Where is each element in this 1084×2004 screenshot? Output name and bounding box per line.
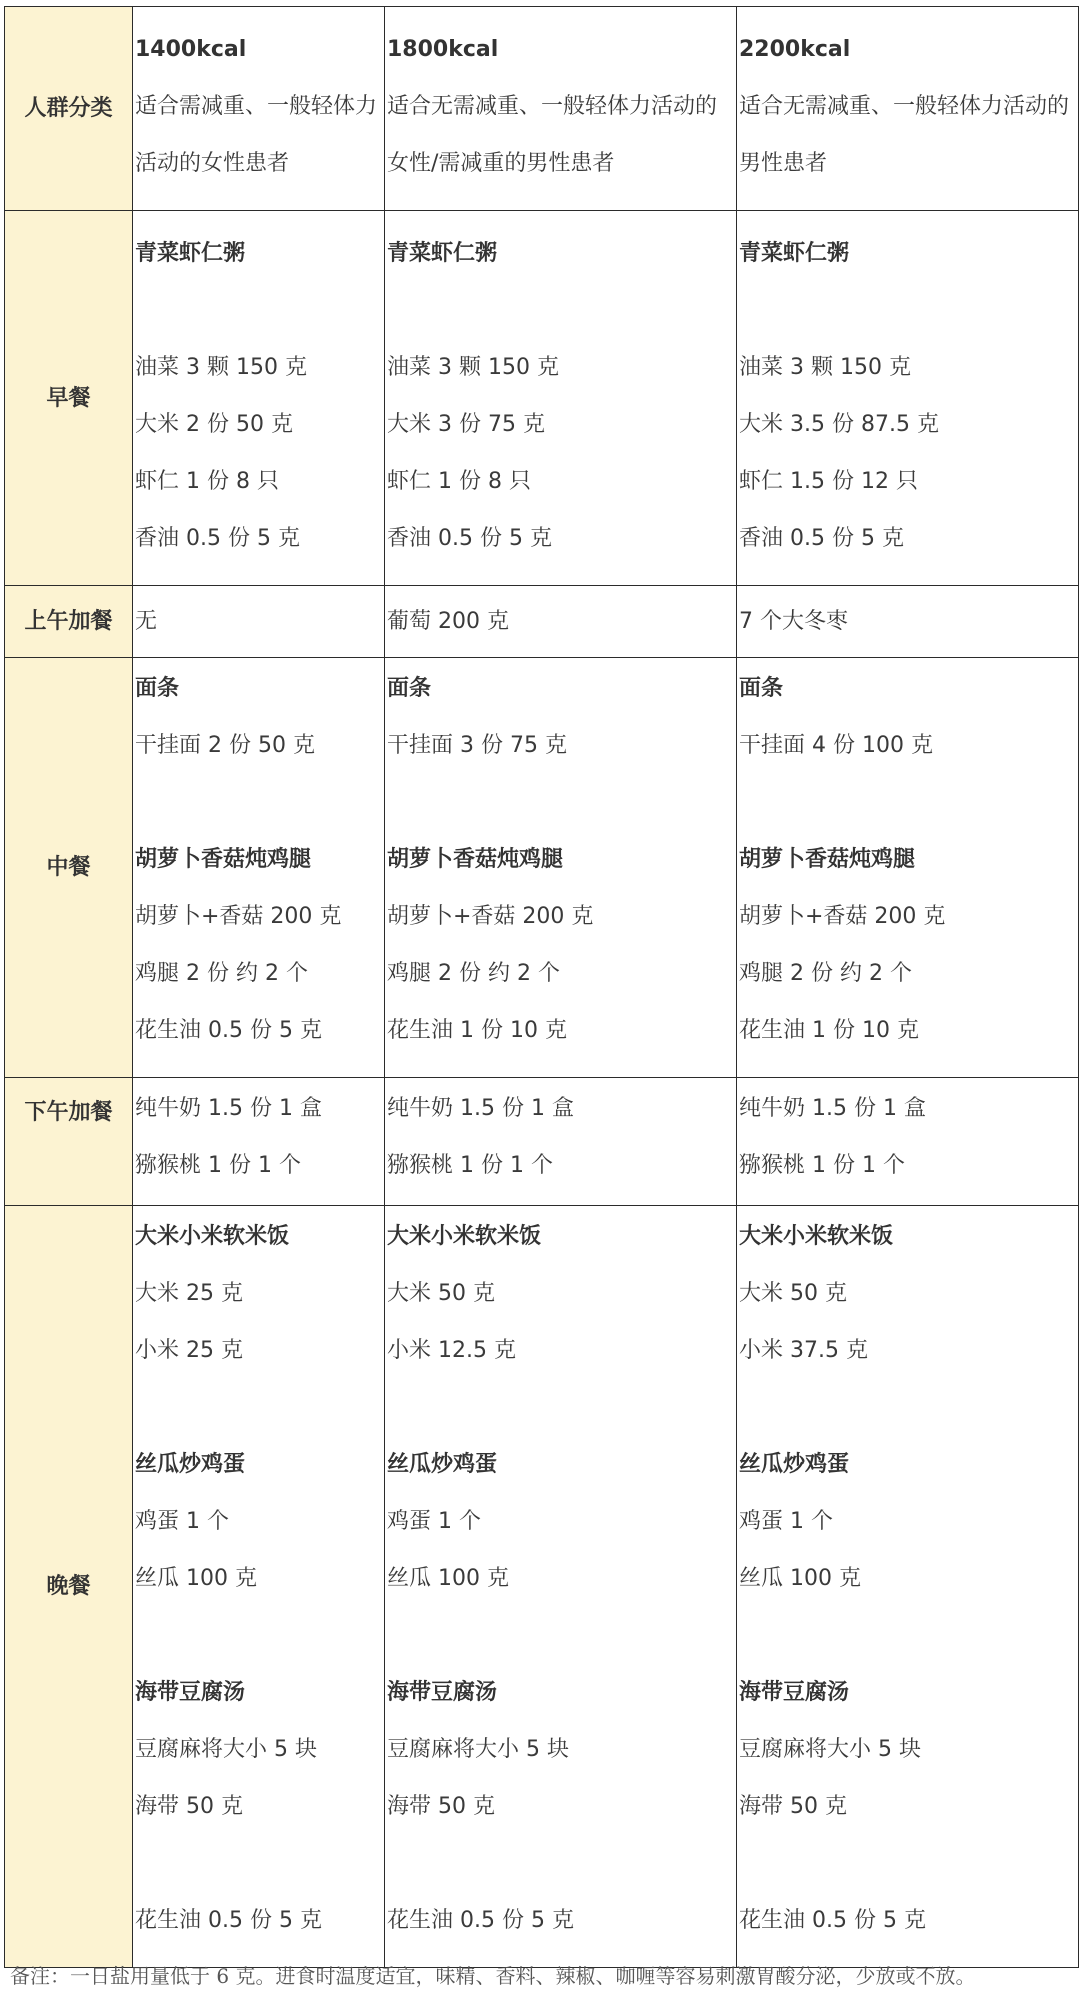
dish-name: 胡萝卜香菇炖鸡腿 [387, 847, 564, 872]
ingredient: 大米 25 克 [135, 1281, 243, 1306]
dish-name: 丝瓜炒鸡蛋 [387, 1452, 498, 1477]
dish-name: 面条 [387, 676, 432, 701]
ingredient: 大米 2 份 50 克 [135, 412, 293, 437]
ingredient: 豆腐麻将大小 5 块 [135, 1737, 317, 1762]
ingredient: 鸡蛋 1 个 [387, 1509, 481, 1534]
dish-name: 胡萝卜香菇炖鸡腿 [135, 847, 312, 872]
header-cell-2200 [737, 7, 1079, 211]
dish-name: 海带豆腐汤 [739, 1680, 850, 1705]
dish-name: 大米小米软米饭 [387, 1224, 542, 1249]
ingredient: 虾仁 1.5 份 12 只 [739, 469, 918, 494]
row-label-breakfast: 早餐 [5, 211, 133, 586]
ingredient: 油菜 3 颗 150 克 [387, 355, 559, 380]
ingredient: 鸡腿 2 份 约 2 个 [739, 961, 912, 986]
kcal-title: 1400kcal [135, 37, 247, 62]
snack-item: 纯牛奶 1.5 份 1 盒 [135, 1096, 322, 1121]
snack-cell [385, 1078, 737, 1206]
spacer [739, 1835, 1078, 1892]
ingredient: 花生油 0.5 份 5 克 [739, 1908, 926, 1933]
spacer [387, 1379, 736, 1436]
spacer [387, 774, 736, 831]
snack-cell [133, 1078, 385, 1206]
ingredient: 豆腐麻将大小 5 块 [739, 1737, 921, 1762]
dinner-row [5, 1206, 1079, 1968]
ingredient: 虾仁 1 份 8 只 [135, 469, 279, 494]
snack-item: 猕猴桃 1 份 1 个 [135, 1153, 301, 1178]
ingredient: 胡萝卜+香菇 200 克 [387, 904, 594, 929]
ingredient: 小米 12.5 克 [387, 1338, 516, 1363]
lunch-row [5, 658, 1079, 1078]
spacer [387, 282, 736, 339]
snack-cell [737, 1078, 1079, 1206]
kcal-title: 1800kcal [387, 37, 499, 62]
kcal-title: 2200kcal [739, 37, 851, 62]
ingredient: 小米 37.5 克 [739, 1338, 868, 1363]
ingredient: 油菜 3 颗 150 克 [739, 355, 911, 380]
ingredient: 海带 50 克 [135, 1794, 243, 1819]
dinner-cell [737, 1206, 1079, 1968]
ingredient: 干挂面 4 份 100 克 [739, 733, 933, 758]
dish-name: 大米小米软米饭 [135, 1224, 290, 1249]
snack-cell [737, 586, 1079, 658]
lunch-cell [737, 658, 1079, 1078]
snack-item: 无 [135, 609, 158, 634]
spacer [387, 1835, 736, 1892]
ingredient: 小米 25 克 [135, 1338, 243, 1363]
ingredient: 胡萝卜+香菇 200 克 [739, 904, 946, 929]
dish-name: 青菜虾仁粥 [135, 241, 246, 266]
lunch-cell [133, 658, 385, 1078]
dish-name: 面条 [135, 676, 180, 701]
spacer [135, 1835, 384, 1892]
breakfast-cell [385, 211, 737, 586]
breakfast-row [5, 211, 1079, 586]
spacer [739, 1379, 1078, 1436]
ingredient: 花生油 1 份 10 克 [739, 1018, 919, 1043]
row-label-afternoon-snack: 下午加餐 [5, 1078, 133, 1206]
population-desc: 适合无需减重、一般轻体力活动的女性/需减重的男性患者 [387, 94, 718, 176]
footnote: 备注：一日盐用量低于 6 克。进食时温度适宜，味精、香料、辣椒、咖喱等容易刺激胃酸分泌，少放或不放。 [10, 1964, 976, 1988]
spacer [135, 1607, 384, 1664]
lunch-cell [385, 658, 737, 1078]
dish-name: 海带豆腐汤 [135, 1680, 246, 1705]
dish-name: 海带豆腐汤 [387, 1680, 498, 1705]
header-row [5, 7, 1079, 211]
ingredient: 丝瓜 100 克 [135, 1566, 257, 1591]
ingredient: 花生油 0.5 份 5 克 [135, 1018, 322, 1043]
row-label-population: 人群分类 [5, 7, 133, 211]
dish-name: 丝瓜炒鸡蛋 [739, 1452, 850, 1477]
meal-plan-container [4, 6, 1078, 1968]
dinner-cell [133, 1206, 385, 1968]
spacer [135, 282, 384, 339]
ingredient: 大米 50 克 [739, 1281, 847, 1306]
ingredient: 花生油 0.5 份 5 克 [135, 1908, 322, 1933]
ingredient: 花生油 1 份 10 克 [387, 1018, 567, 1043]
ingredient: 干挂面 2 份 50 克 [135, 733, 315, 758]
header-cell-1800 [385, 7, 737, 211]
snack-item: 葡萄 200 克 [387, 609, 509, 634]
spacer [739, 774, 1078, 831]
snack-item: 7 个大冬枣 [739, 609, 848, 634]
ingredient: 油菜 3 颗 150 克 [135, 355, 307, 380]
snack-item: 猕猴桃 1 份 1 个 [387, 1153, 553, 1178]
ingredient: 虾仁 1 份 8 只 [387, 469, 531, 494]
ingredient: 香油 0.5 份 5 克 [387, 526, 552, 551]
ingredient: 花生油 0.5 份 5 克 [387, 1908, 574, 1933]
ingredient: 大米 3.5 份 87.5 克 [739, 412, 939, 437]
snack-cell [133, 586, 385, 658]
row-label-morning-snack: 上午加餐 [5, 586, 133, 658]
dish-name: 丝瓜炒鸡蛋 [135, 1452, 246, 1477]
dish-name: 青菜虾仁粥 [387, 241, 498, 266]
ingredient: 香油 0.5 份 5 克 [739, 526, 904, 551]
snack-item: 猕猴桃 1 份 1 个 [739, 1153, 905, 1178]
ingredient: 海带 50 克 [387, 1794, 495, 1819]
snack-cell [385, 586, 737, 658]
ingredient: 丝瓜 100 克 [739, 1566, 861, 1591]
population-desc: 适合无需减重、一般轻体力活动的男性患者 [739, 94, 1070, 176]
spacer [135, 774, 384, 831]
row-label-dinner: 晚餐 [5, 1206, 133, 1968]
snack-item: 纯牛奶 1.5 份 1 盒 [387, 1096, 574, 1121]
ingredient: 鸡腿 2 份 约 2 个 [135, 961, 308, 986]
spacer [135, 1379, 384, 1436]
spacer [739, 1607, 1078, 1664]
snack-item: 纯牛奶 1.5 份 1 盒 [739, 1096, 926, 1121]
ingredient: 豆腐麻将大小 5 块 [387, 1737, 569, 1762]
spacer [739, 282, 1078, 339]
ingredient: 大米 3 份 75 克 [387, 412, 545, 437]
dish-name: 大米小米软米饭 [739, 1224, 894, 1249]
ingredient: 干挂面 3 份 75 克 [387, 733, 567, 758]
meal-plan-table [4, 6, 1079, 1968]
morning-snack-row [5, 586, 1079, 658]
row-label-lunch: 中餐 [5, 658, 133, 1078]
population-desc: 适合需减重、一般轻体力活动的女性患者 [135, 94, 378, 176]
dish-name: 青菜虾仁粥 [739, 241, 850, 266]
ingredient: 胡萝卜+香菇 200 克 [135, 904, 342, 929]
dish-name: 面条 [739, 676, 784, 701]
ingredient: 鸡蛋 1 个 [739, 1509, 833, 1534]
dinner-cell [385, 1206, 737, 1968]
ingredient: 香油 0.5 份 5 克 [135, 526, 300, 551]
afternoon-snack-row [5, 1078, 1079, 1206]
header-cell-1400 [133, 7, 385, 211]
ingredient: 鸡蛋 1 个 [135, 1509, 229, 1534]
dish-name: 胡萝卜香菇炖鸡腿 [739, 847, 916, 872]
ingredient: 鸡腿 2 份 约 2 个 [387, 961, 560, 986]
ingredient: 海带 50 克 [739, 1794, 847, 1819]
ingredient: 丝瓜 100 克 [387, 1566, 509, 1591]
breakfast-cell [737, 211, 1079, 586]
ingredient: 大米 50 克 [387, 1281, 495, 1306]
spacer [387, 1607, 736, 1664]
breakfast-cell [133, 211, 385, 586]
